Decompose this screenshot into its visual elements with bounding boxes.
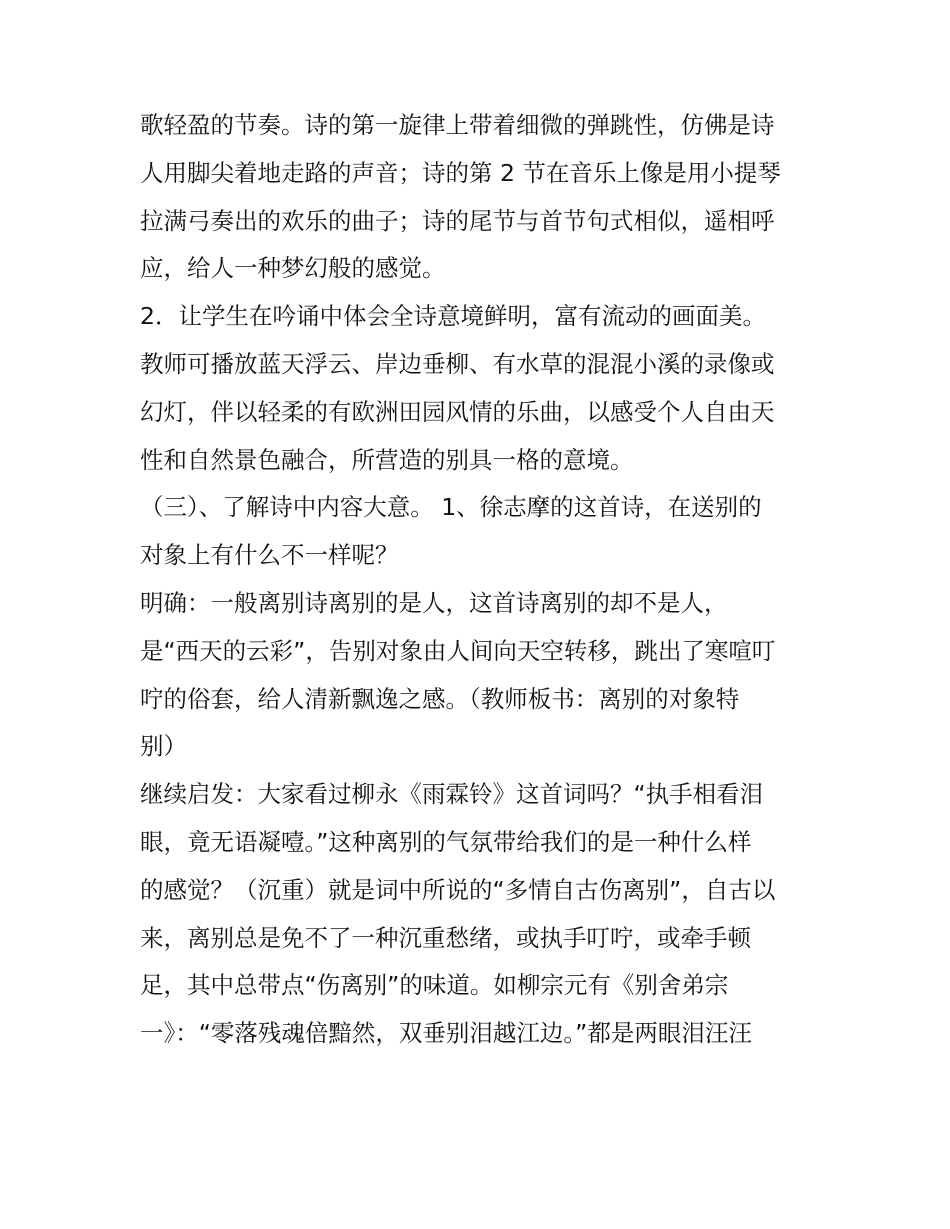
text-line: 幻灯，伴以轻柔的有欧洲田园风情的乐曲，以感受个人自由天 [140, 397, 775, 426]
text-line: 是“西天的云彩”，告别对象由人间向天空转移，跳出了寒喧叮 [140, 636, 776, 665]
text-line: 2．让学生在吟诵中体会全诗意境鲜明，富有流动的画面美。 [140, 302, 766, 331]
text-line: 性和自然景色融合，所营造的别具一格的意境。 [140, 445, 634, 474]
text-line: 足，其中总带点“伤离别”的味道。如柳宗元有《别舍弟宗 [140, 971, 729, 1000]
text-line: 别） [140, 732, 187, 761]
text-line: 应，给人一种梦幻般的感觉。 [140, 254, 446, 283]
text-line: 对象上有什么不一样呢？ [140, 541, 399, 570]
text-line: 拉满弓奏出的欢乐的曲子；诗的尾节与首节句式相似，遥相呼 [140, 206, 775, 235]
text-line: 咛的俗套，给人清新飘逸之感。（教师板书：离别的对象特 [140, 684, 740, 713]
text-line: 眼，竟无语凝噎。”这种离别的气氛带给我们的是一种什么样 [140, 827, 752, 856]
text-line: 人用脚尖着地走路的声音；诗的第 2 节在音乐上像是用小提琴 [140, 158, 781, 187]
text-line: 歌轻盈的节奏。诗的第一旋律上带着细微的弹跳性，仿佛是诗 [140, 111, 775, 139]
text-line: 来，离别总是免不了一种沉重愁绪，或执手叮咛，或牵手顿 [140, 923, 751, 952]
text-line: 明确：一般离别诗离别的是人，这首诗离别的却不是人， [140, 588, 728, 617]
body-text [140, 102, 820, 1058]
text-line: 继续启发：大家看过柳永《雨霖铃》这首词吗？“执手相看泪 [140, 780, 764, 809]
text-line: 的感觉？（沉重）就是词中所说的“多情自古伤离别”，自古以 [140, 875, 776, 904]
text-line: 教师可播放蓝天浮云、岸边垂柳、有水草的混混小溪的录像或 [140, 349, 775, 378]
text-line: 一》：“零落残魂倍黯然，双垂别泪越江边。”都是两眼泪汪汪 [140, 1019, 752, 1048]
text-line: （三）、了解诗中内容大意。 1、徐志摩的这首诗，在送别的 [140, 493, 762, 522]
